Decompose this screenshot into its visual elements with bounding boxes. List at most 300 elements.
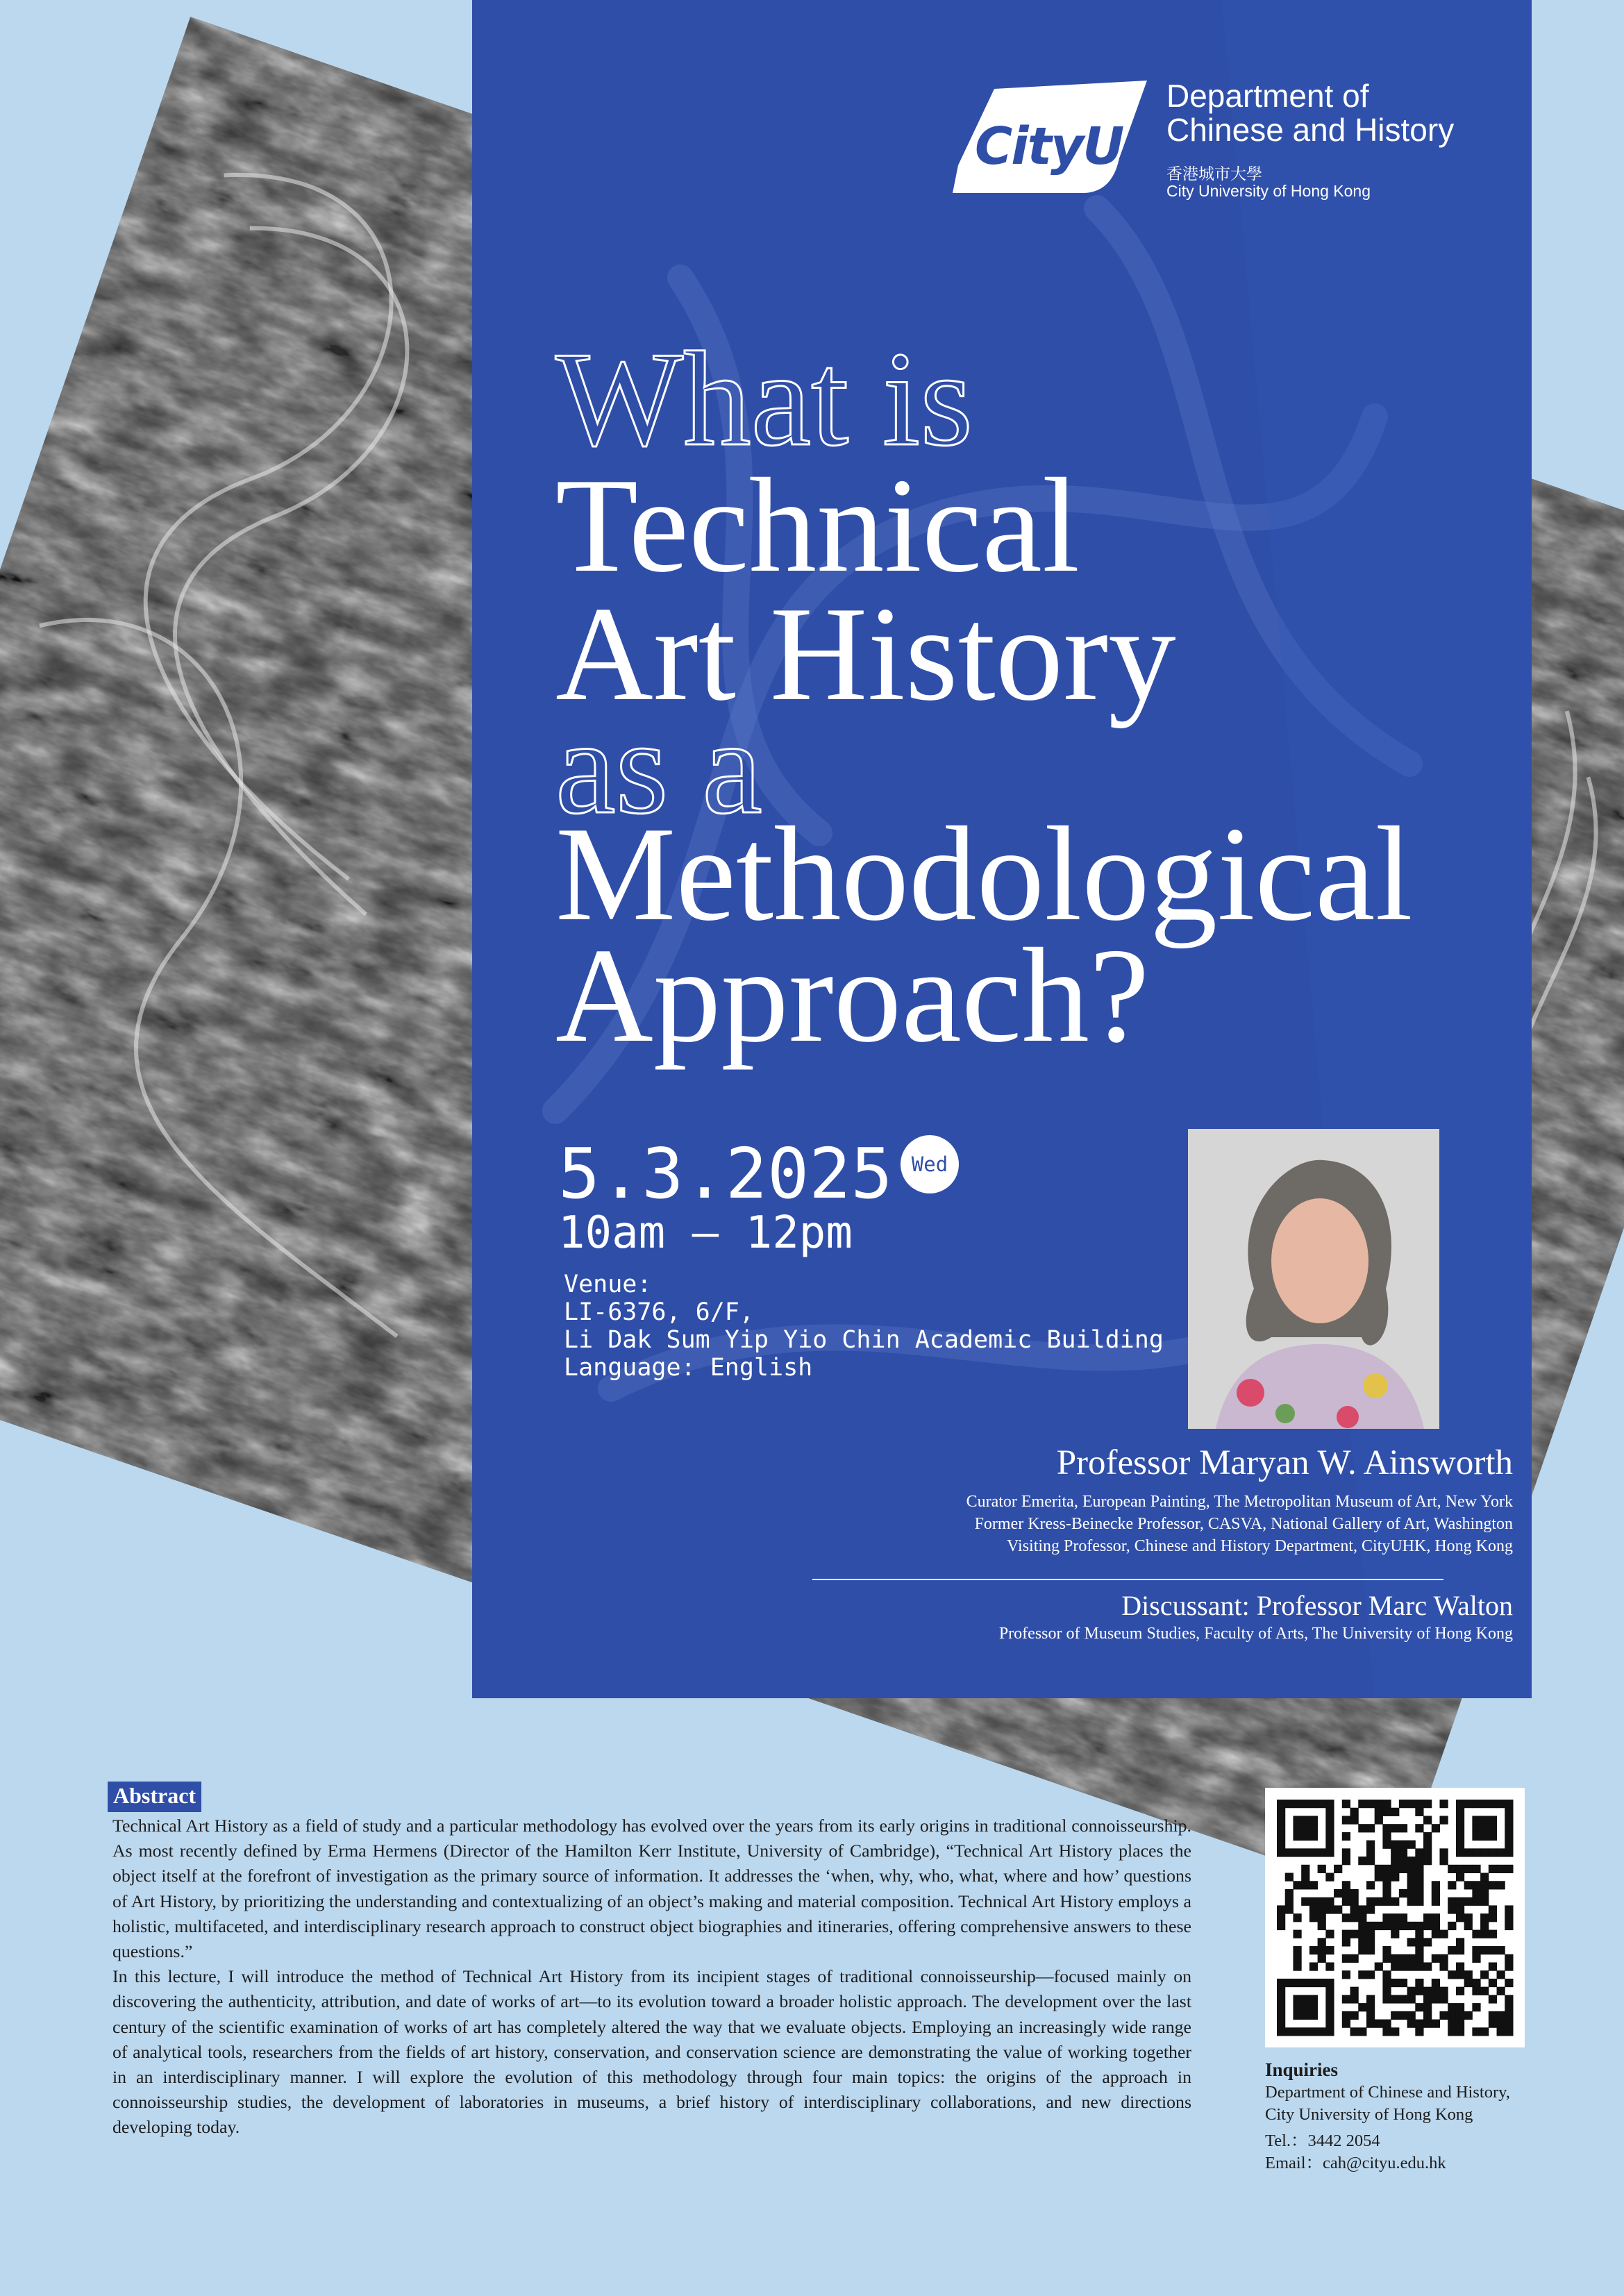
qr-module (1293, 1995, 1301, 2003)
qr-module (1439, 1848, 1448, 1857)
qr-module (1293, 1824, 1301, 1832)
qr-module (1505, 1816, 1513, 1824)
qr-module (1448, 1865, 1456, 1873)
qr-module (1432, 1930, 1440, 1938)
qr-module (1325, 1897, 1334, 1906)
qr-module (1448, 1970, 1456, 1979)
qr-module (1489, 1848, 1497, 1857)
qr-module (1423, 1848, 1432, 1857)
qr-module (1415, 1865, 1423, 1873)
qr-module (1497, 1987, 1505, 1995)
qr-module (1391, 1979, 1399, 1987)
qr-module (1448, 1881, 1456, 1889)
qr-module (1432, 1889, 1440, 1897)
qr-module (1301, 1873, 1309, 1882)
title-line-technical: Technical (555, 451, 1080, 601)
qr-module (1358, 1857, 1366, 1865)
qr-module (1382, 1970, 1391, 1979)
qr-module (1366, 1922, 1375, 1930)
qr-module (1301, 1832, 1309, 1841)
qr-module (1407, 1962, 1416, 1970)
qr-module (1342, 1970, 1350, 1979)
qr-module (1325, 1848, 1334, 1857)
qr-module (1456, 1905, 1464, 1913)
qr-module (1415, 1922, 1423, 1930)
qr-module (1399, 1979, 1407, 1987)
qr-module (1309, 1962, 1318, 1970)
qr-module (1277, 2027, 1285, 2036)
abstract-heading (108, 1782, 201, 1812)
qr-module (1423, 1922, 1432, 1930)
qr-module (1391, 1808, 1399, 1816)
qr-module (1293, 1832, 1301, 1841)
qr-module (1456, 2003, 1464, 2011)
qr-module (1293, 1816, 1301, 1824)
qr-module (1497, 1848, 1505, 1857)
qr-module (1423, 1857, 1432, 1865)
qr-module (1415, 1824, 1423, 1832)
qr-module (1318, 1913, 1326, 1922)
qr-module (1489, 1962, 1497, 1970)
qr-module (1407, 1873, 1416, 1882)
qr-module (1423, 1987, 1432, 1995)
qr-module (1432, 1987, 1440, 1995)
qr-module (1325, 1995, 1334, 2003)
qr-module (1325, 1987, 1334, 1995)
qr-module (1399, 1889, 1407, 1897)
qr-module (1277, 1841, 1285, 1849)
speaker-title-2: Former Kress-Beinecke Professor, CASVA, National Gallery of Art, Washington (974, 1515, 1513, 1533)
title-line-approach: Approach? (555, 921, 1150, 1071)
qr-module (1472, 1800, 1480, 1808)
qr-module (1415, 1962, 1423, 1970)
qr-module (1456, 1865, 1464, 1873)
qr-module (1472, 2003, 1480, 2011)
qr-module (1366, 2020, 1375, 2028)
qr-module (1366, 1938, 1375, 1946)
qr-module (1472, 1889, 1480, 1897)
qr-module (1407, 2020, 1416, 2028)
qr-module (1391, 1857, 1399, 1865)
qr-module (1309, 1824, 1318, 1832)
qr-module (1293, 2027, 1301, 2036)
qr-module (1325, 1824, 1334, 1832)
qr-module (1415, 2003, 1423, 2011)
qr-module (1472, 1979, 1480, 1987)
qr-module (1415, 2020, 1423, 2028)
qr-module (1423, 1938, 1432, 1946)
qr-module (1358, 1905, 1366, 1913)
qr-module (1505, 1800, 1513, 1808)
qr-module (1448, 2011, 1456, 2020)
qr-module (1293, 1954, 1301, 1963)
qr-module (1489, 1995, 1497, 2003)
discussant-name: Discussant: Professor Marc Walton (1121, 1590, 1513, 1621)
qr-module (1277, 1808, 1285, 1816)
qr-module (1415, 1800, 1423, 1808)
qr-module (1489, 1979, 1497, 1987)
qr-module (1464, 1848, 1473, 1857)
qr-module (1309, 1848, 1318, 1857)
speaker-portrait (1188, 1129, 1439, 1429)
qr-module (1480, 1848, 1489, 1857)
qr-module (1432, 1979, 1440, 1987)
qr-module (1464, 1897, 1473, 1906)
qr-module (1391, 1995, 1399, 2003)
qr-module (1325, 1979, 1334, 1987)
qr-module (1391, 2011, 1399, 2020)
qr-module (1399, 1857, 1407, 1865)
venue-room: LI-6376, 6/F, (564, 1298, 754, 1326)
qr-module (1366, 1970, 1375, 1979)
qr-code-icon (1265, 1788, 1525, 2047)
qr-module (1382, 1954, 1391, 1963)
qr-module (1497, 1865, 1505, 1873)
qr-module (1366, 2011, 1375, 2020)
qr-module (1375, 1897, 1383, 1906)
qr-module (1480, 1873, 1489, 1882)
qr-module (1472, 1897, 1480, 1906)
qr-module (1472, 1946, 1480, 1954)
qr-module (1391, 1954, 1399, 1963)
qr-module (1382, 1913, 1391, 1922)
qr-module (1456, 2011, 1464, 2020)
qr-module (1358, 1922, 1366, 1930)
weekday-badge (901, 1135, 959, 1193)
qr-module (1480, 2027, 1489, 2036)
qr-module (1472, 1930, 1480, 1938)
qr-module (1342, 2011, 1350, 2020)
qr-module (1464, 1913, 1473, 1922)
qr-module (1325, 1873, 1334, 1882)
qr-module (1432, 1995, 1440, 2003)
event-language: Language: English (564, 1354, 813, 1382)
qr-module (1342, 1897, 1350, 1906)
qr-module (1325, 1800, 1334, 1808)
qr-module (1399, 2011, 1407, 2020)
qr-module (1318, 1946, 1326, 1954)
qr-module (1301, 1995, 1309, 2003)
qr-module (1407, 1897, 1416, 1906)
qr-module (1456, 2027, 1464, 2036)
qr-module (1301, 2003, 1309, 2011)
qr-module (1366, 1905, 1375, 1913)
qr-module (1497, 2011, 1505, 2020)
speaker-name: Professor Maryan W. Ainsworth (1056, 1443, 1513, 1482)
qr-module (1301, 1881, 1309, 1889)
qr-module (1432, 1897, 1440, 1906)
qr-module (1309, 2003, 1318, 2011)
qr-module (1399, 1962, 1407, 1970)
qr-module (1285, 1905, 1294, 1913)
qr-module (1309, 1800, 1318, 1808)
qr-module (1456, 1946, 1464, 1954)
qr-module (1318, 1905, 1326, 1913)
cityu-logo[interactable] (946, 75, 1151, 199)
qr-module (1407, 1889, 1416, 1897)
qr-module (1497, 1946, 1505, 1954)
qr-module (1407, 1938, 1416, 1946)
qr-module (1407, 1987, 1416, 1995)
qr-module (1309, 1979, 1318, 1987)
qr-module (1293, 2003, 1301, 2011)
qr-module (1285, 1800, 1294, 1808)
qr-module (1382, 1995, 1391, 2003)
qr-module (1350, 1808, 1359, 1816)
department-name-line1: Department of (1166, 78, 1369, 114)
qr-module (1456, 1800, 1464, 1808)
qr-module (1472, 1848, 1480, 1857)
qr-module (1464, 2011, 1473, 2020)
qr-module (1342, 1995, 1350, 2003)
qr-module (1358, 1800, 1366, 1808)
qr-module (1505, 2003, 1513, 2011)
qr-module (1415, 1897, 1423, 1906)
qr-module (1415, 1938, 1423, 1946)
qr-module (1423, 1841, 1432, 1849)
qr-module (1350, 2027, 1359, 2036)
qr-module (1456, 1970, 1464, 1979)
qr-module (1439, 1816, 1448, 1824)
qr-module (1399, 1865, 1407, 1873)
qr-module (1342, 1954, 1350, 1963)
qr-module (1415, 1881, 1423, 1889)
qr-module (1505, 1865, 1513, 1873)
qr-module (1505, 1995, 1513, 2003)
qr-module (1350, 1987, 1359, 1995)
qr-module (1505, 1979, 1513, 1987)
qr-module (1325, 1946, 1334, 1954)
qr-module (1456, 1824, 1464, 1832)
qr-module (1439, 1962, 1448, 1970)
qr-module (1480, 1800, 1489, 1808)
qr-module (1456, 2020, 1464, 2028)
qr-module (1432, 2020, 1440, 2028)
qr-module (1358, 1970, 1366, 1979)
qr-module (1423, 2011, 1432, 2020)
qr-module (1301, 1800, 1309, 1808)
qr-module (1415, 1873, 1423, 1882)
qr-module (1382, 1832, 1391, 1841)
qr-module (1285, 1873, 1294, 1882)
qr-module (1318, 1922, 1326, 1930)
qr-module (1358, 1930, 1366, 1938)
qr-module (1318, 1865, 1326, 1873)
qr-module (1399, 1800, 1407, 1808)
qr-module (1309, 1946, 1318, 1954)
qr-module (1489, 1946, 1497, 1954)
inquiries-email[interactable]: Email：cah@cityu.edu.hk (1265, 2154, 1446, 2172)
qr-module (1277, 1913, 1285, 1922)
qr-module (1489, 1816, 1497, 1824)
qr-module (1391, 1897, 1399, 1906)
qr-module (1382, 1922, 1391, 1930)
qr-module (1407, 1954, 1416, 1963)
qr-module (1423, 1800, 1432, 1808)
qr-module (1301, 2027, 1309, 2036)
qr-module (1489, 1800, 1497, 1808)
qr-module (1277, 1816, 1285, 1824)
qr-module (1358, 1824, 1366, 1832)
qr-module (1366, 1930, 1375, 1938)
qr-module (1301, 1865, 1309, 1873)
qr-module (1497, 2027, 1505, 2036)
qr-module (1489, 2020, 1497, 2028)
qr-module (1480, 1897, 1489, 1906)
qr-module (1423, 1995, 1432, 2003)
qr-module (1391, 2027, 1399, 2036)
qr-module (1399, 1841, 1407, 1849)
qr-module (1480, 1816, 1489, 1824)
qr-module (1497, 1970, 1505, 1979)
qr-module (1407, 1800, 1416, 1808)
qr-module (1480, 1930, 1489, 1938)
qr-module (1293, 1946, 1301, 1954)
discussant-title: Professor of Museum Studies, Faculty of Arts, The University of Hong Kong (998, 1625, 1513, 1643)
qr-module (1407, 1865, 1416, 1873)
qr-module (1456, 1832, 1464, 1841)
qr-module (1505, 1954, 1513, 1963)
qr-module (1293, 1979, 1301, 1987)
qr-module (1456, 1897, 1464, 1906)
department-name-line2: Chinese and History (1166, 112, 1455, 148)
qr-module (1342, 1938, 1350, 1946)
qr-module (1325, 2027, 1334, 2036)
qr-module (1293, 1881, 1301, 1889)
qr-module (1415, 1979, 1423, 1987)
qr-module (1399, 1922, 1407, 1930)
qr-module (1505, 1905, 1513, 1913)
qr-module (1358, 2003, 1366, 2011)
qr-module (1415, 2027, 1423, 2036)
qr-module (1301, 2011, 1309, 2020)
qr-module (1350, 1930, 1359, 1938)
qr-module (1309, 1881, 1318, 1889)
qr-module (1489, 1832, 1497, 1841)
qr-module (1293, 1848, 1301, 1857)
qr-module (1489, 1881, 1497, 1889)
qr-module (1505, 1832, 1513, 1841)
qr-module (1464, 1881, 1473, 1889)
qr-module (1318, 1979, 1326, 1987)
qr-module (1415, 1930, 1423, 1938)
event-time: 10am – 12pm (558, 1207, 853, 1259)
qr-module (1358, 1913, 1366, 1922)
qr-module (1382, 2027, 1391, 2036)
title-line-as-a: as a (555, 692, 762, 842)
qr-module (1366, 1824, 1375, 1832)
qr-module (1472, 2027, 1480, 2036)
qr-module (1391, 1848, 1399, 1857)
qr-module (1325, 1808, 1334, 1816)
qr-module (1391, 1913, 1399, 1922)
qr-module (1382, 1946, 1391, 1954)
qr-module (1285, 1979, 1294, 1987)
qr-module (1366, 1848, 1375, 1857)
qr-module (1382, 1841, 1391, 1849)
qr-module (1350, 1995, 1359, 2003)
qr-module (1391, 1865, 1399, 1873)
speaker-title-1: Curator Emerita, European Painting, The Metropolitan Museum of Art, New York (966, 1493, 1513, 1511)
qr-module (1391, 1930, 1399, 1938)
qr-module (1505, 1962, 1513, 1970)
qr-module (1472, 1865, 1480, 1873)
qr-module (1505, 1913, 1513, 1922)
venue-building: Li Dak Sum Yip Yio Chin Academic Building (564, 1326, 1164, 1354)
qr-module (1325, 1962, 1334, 1970)
qr-module (1325, 2011, 1334, 2020)
event-date: 5.3.2025 (558, 1133, 893, 1214)
qr-module (1382, 1979, 1391, 1987)
qr-module (1277, 1987, 1285, 1995)
qr-module (1472, 1987, 1480, 1995)
qr-module (1497, 2020, 1505, 2028)
qr-module (1456, 1962, 1464, 1970)
qr-module (1382, 1881, 1391, 1889)
qr-module (1439, 1857, 1448, 1865)
qr-module (1456, 1808, 1464, 1816)
inquiries-heading: Inquiries (1265, 2059, 1339, 2080)
qr-module (1342, 2020, 1350, 2028)
qr-module (1293, 1962, 1301, 1970)
qr-module (1309, 1995, 1318, 2003)
qr-module (1472, 1954, 1480, 1963)
qr-module (1464, 1979, 1473, 1987)
qr-module (1407, 2011, 1416, 2020)
qr-module (1382, 1897, 1391, 1906)
qr-module (1309, 1913, 1318, 1922)
qr-module (1277, 2020, 1285, 2028)
qr-module (1456, 1816, 1464, 1824)
qr-module (1366, 1800, 1375, 1808)
qr-module (1432, 1954, 1440, 1963)
qr-module (1448, 2020, 1456, 2028)
qr-module (1285, 1889, 1294, 1897)
qr-module (1375, 2020, 1383, 2028)
qr-module (1382, 1873, 1391, 1882)
qr-module (1375, 1800, 1383, 1808)
qr-module (1366, 1995, 1375, 2003)
qr-module (1358, 2027, 1366, 2036)
qr-module (1472, 1832, 1480, 1841)
qr-module (1415, 1889, 1423, 1897)
qr-module (1407, 1922, 1416, 1930)
qr-module (1448, 1922, 1456, 1930)
qr-module (1318, 1938, 1326, 1946)
qr-module (1382, 1865, 1391, 1873)
qr-code[interactable] (1265, 1788, 1525, 2047)
qr-module (1489, 2011, 1497, 2020)
qr-module (1375, 1922, 1383, 1930)
qr-module (1342, 1800, 1350, 1808)
qr-module (1301, 1897, 1309, 1906)
qr-module (1350, 1816, 1359, 1824)
speaker-divider (812, 1579, 1443, 1580)
qr-module (1497, 1881, 1505, 1889)
qr-module (1277, 1848, 1285, 1857)
qr-module (1423, 2020, 1432, 2028)
qr-module (1318, 1800, 1326, 1808)
qr-module (1448, 1946, 1456, 1954)
qr-module (1277, 1824, 1285, 1832)
qr-module (1399, 1954, 1407, 1963)
qr-module (1432, 1913, 1440, 1922)
qr-module (1480, 1881, 1489, 1889)
qr-module (1448, 1897, 1456, 1906)
qr-module (1423, 1816, 1432, 1824)
qr-module (1350, 1897, 1359, 1906)
qr-module (1366, 1897, 1375, 1906)
